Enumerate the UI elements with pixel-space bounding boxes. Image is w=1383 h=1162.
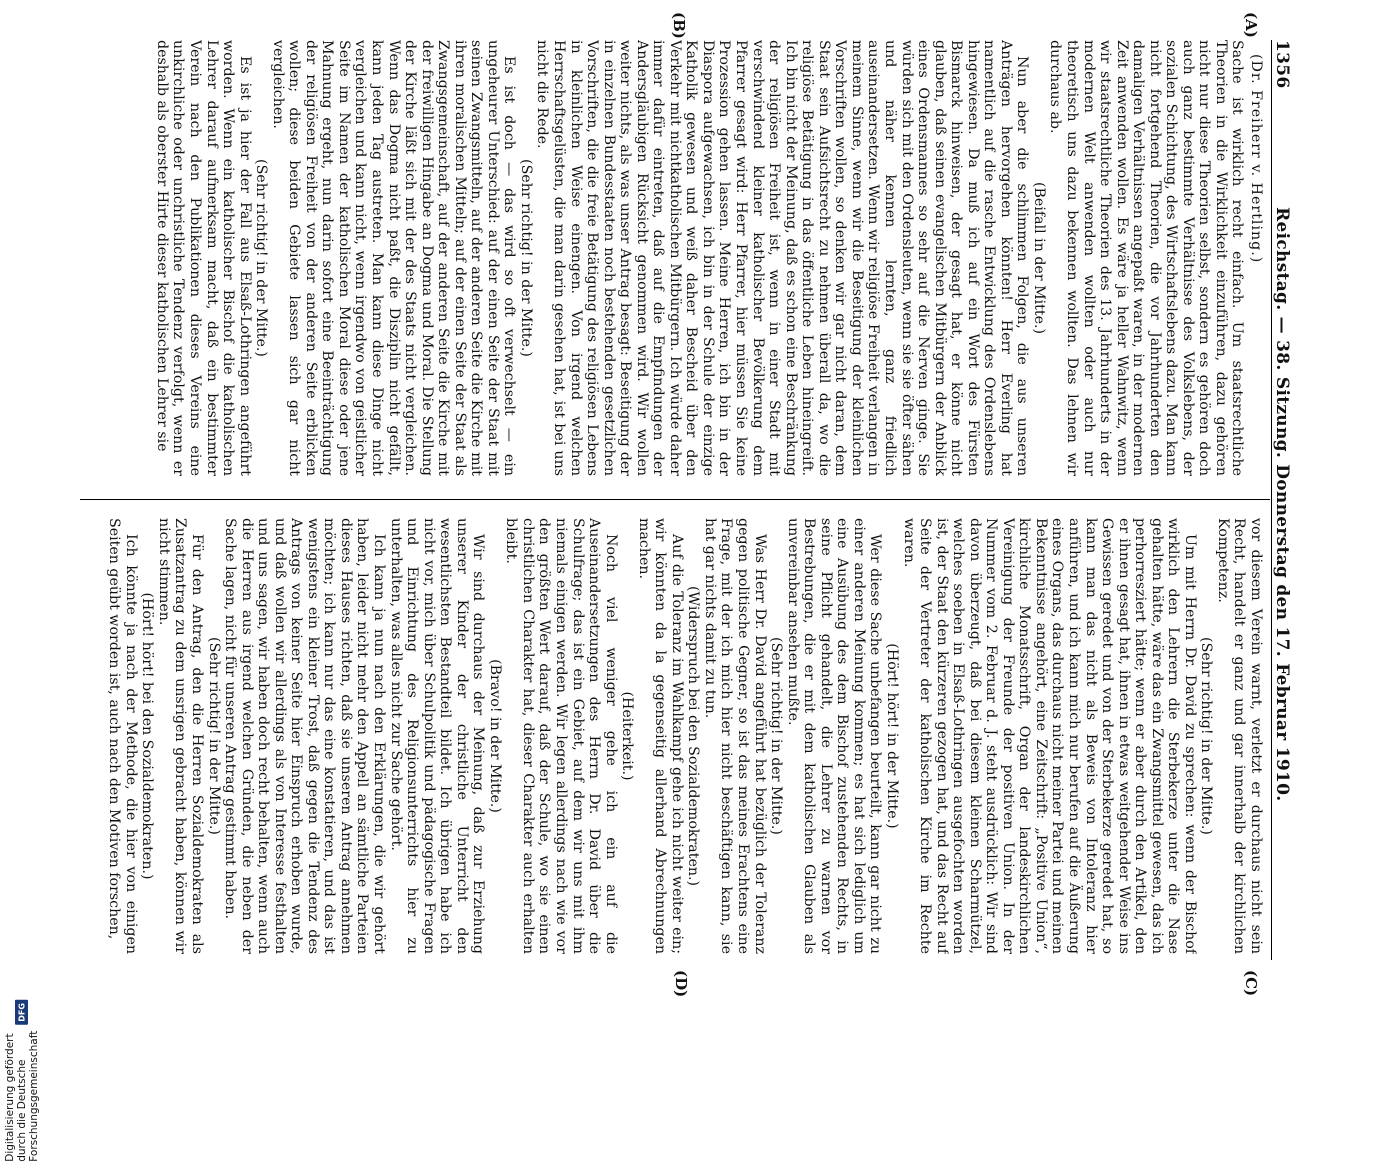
speaker-name: (Dr. Freiherr v. Hertling.): [1248, 54, 1264, 264]
paragraph: Nun aber die schlimmen Folgen, die aus unseren Anträgen hervorgehen könnten! Herr Everling hat namentlich auf die rasche Entwicklung des Ordenslebens hingewiesen. Da muß ich auf ein Wort des Fürsten Bismarck hinweisen, der gesagt hat, er könne nicht glauben, daß seinen evangelischen Mitbürgern der Anblick eines Ordensmannes so sehr auf die Nerven ginge. Sie würden sich mit den Ordensleuten, wenn sie sie öfter sähen und näher kennen lernten, ganz friedlich auseinandersetzen. Wenn wir religiöse Freiheit verlangen in meinem Sinne, wenn wir die Beseitigung der kleinlichen Vorschriften wollen, so denken wir gar nicht daran, dem Staat sein Aufsichtsrecht zu nehmen überall da, wo die religiöse Betätigung in das öffentliche Leben hineingreift. Ich bin nicht der Meinung, daß es schon eine Beschränkung der religiösen Freiheit ist, wenn in einer Stadt mit verschwindend kleiner katholischer Bevölkerung dem Pfarrer gesagt wird: Herr Pfarrer, hier müssen Sie keine Prozession gehen lassen. Meine Herren, ich bin in der Diaspora aufgewachsen, ich bin in der Schule der einzige Katholik gewesen und weiß daher Bescheid über den Verkehr mit nichtkatholischen Mitbürgern. Ich würde daher immer dafür eintreten, daß auf die Empfindungen der Andersgläubigen Rücksicht genommen wird. Wir wollen weiter nichts, als was unser Antrag besagt: Beseitigung der in einzelnen Bundesstaaten noch bestehenden gesetzlichen Vorschriften, die die freie Betätigung des religiösen Lebens in kleinlichen Weise einengen. Von irgend welchen Herrschaftsgelüsten, die man darin gesehen hat, ist bei uns nicht die Rede.: [534, 40, 1031, 476]
paragraph: Ich könnte ja nach der Methode, die hier von einigen Seiten geübt worden ist, auch nach den Motiven forschen,: [106, 518, 139, 954]
interjection: (Hört! hört! in der Mitte.): [883, 643, 900, 829]
interjection: (Heiterkeit.): [619, 691, 636, 781]
document-page: [75, 12, 1300, 998]
paragraph: Wir sind durchaus der Meinung, daß zur Erziehung unserer Kinder der christliche Unterricht den wesentlichsten Bestandteil bildet. Ich übrigen habe ich nicht vor, mich über Schulpolitik und pädagogische Fragen und Einrichtung des Religionsunterrichts hier zu unterhalten, was alles nicht zur Sache gehört.: [387, 518, 487, 954]
interjection: (Sehr richtig! in der Mitte.): [768, 637, 785, 835]
interjection: (Sehr richtig! in der Mitte.): [205, 637, 222, 835]
interjection: (Hört! hört! bei den Sozialdemokraten.): [139, 592, 156, 880]
paragraph: Auf die Toleranz im Wahlkampf gehe ich nicht weiter ein; wir könnten da la gegenseitig allerhand Abrechnungen machen.: [635, 518, 685, 954]
margin-marker-c: (C): [1242, 970, 1260, 997]
paragraph: Ich kann ja nun nach den Erklärungen, die wir gehört haben, leider nicht mehr den Appell an sämtliche Parteien dieses Hauses richten, daß sie unseren Antrag annehmen möchten; ich kann nur das eine konstatieren, und das ist wenigstens ein kleiner Trost, daß gegen die Tendenz des Antrags von keiner Seite hier Einspruch erhoben wurde, und daß wollen wir allerdings als von Interesse festhalten und uns sagen, wir haben doch recht behalten, wenn auch die Herren aus irgend welchen Gründen, die neben der Sache lagen, nicht für unseren Antrag gestimmt haben.: [222, 518, 388, 954]
right-column: [84, 518, 1264, 954]
page-header: [1271, 40, 1300, 960]
interjection: (Sehr richtig! in der Mitte.): [517, 159, 534, 357]
paragraph: Um mit Herrn Dr. David zu sprechen: wenn der Bischof wirklich den Lehrern die Sterbekerze unter die Nase gehalten hätte, wäre das ein Zwangsmittel gewesen, das ich perhorresziert hätte; wenn er aber durch den Artikel, den er ihnen gesagt hat, ihnen in etwas weitgehender Weise ins Gewissen geredet und von der Sterbekerze geredet hat, so kann man das nicht als Beweis von Intoleranz hier anführen, und ich kann mich nur berufen auf die Äußerung eines Organs, das durchaus nicht meiner Partei und meinen Bekenntnisse angehört, eine Zeitschrift: „Positive Union“, kirchliche Monatsschrift, Organ der landeskirchlichen Vereinigung der Freunde der positiven Union. In der Nummer vom 2. Februar d. J. steht ausdrücklich: Wir sind davon überzeugt, daß bei diesem kleinen Scharmützel, welches soeben in Elsaß-Lothringen ausgefochten worden ist, der Staat den kürzeren gezogen hat, und das Recht auf Seite der Vertreter der katholischen Kirche im Rechte waren.: [900, 518, 1198, 954]
paragraph: vor diesem Verein warnt, verletzt er durchaus nicht sein Recht, handelt er ganz und gar innerhalb der kirchlichen Kompetenz.: [1214, 518, 1264, 954]
margin-marker-b: (B): [670, 12, 688, 39]
page-number: 1356: [1272, 40, 1292, 89]
paragraph: Für den Antrag, den die Herren Sozialdemokraten als Zusatzantrag zu dem unsrigen gebracht haben, können wir nicht stimmen.: [155, 518, 205, 954]
paragraph: Was Herr Dr. David angeführt hat bezüglich der Toleranz gegen politische Gegner, so ist das meines Erachtens eine Frage, mit der ich mich hier nicht beschäftigen kann, sie hat gar nichts damit zu tun.: [701, 518, 768, 954]
interjection: (Widerspruch bei den Sozialdemokraten.): [685, 585, 702, 887]
paragraph: Sache ist wirklich recht einfach. Um staatsrechtliche Theorien in die Wirklichkeit einzuführen, dazu gehören nicht nur diese Theorien selbst, sondern es gehören doch auch ganz bestimmte Verhältnisse des Volkslebens, der sozialen Schichtung, des Wirtschaftslebens dazu. Man kann nicht fortgehend Theorien, die vor Jahrhunderten den damaligen Verhältnissen angepaßt waren, in der modernen Zeit anwenden wollen. Es wäre ja heller Wahnwitz, wenn wir staatsrechtliche Theorien des 13. Jahrhunderts in der modernen Welt anwenden wollten oder auch nur theoretisch uns dazu bekennen wollten. Das lehnen wir durchaus ab.: [1047, 40, 1246, 476]
column-divider: [80, 499, 1270, 500]
page-title: Reichstag. — 38. Sitzung. Donnerstag den 17. Februar 1910.: [1272, 207, 1292, 802]
paragraph: Wer diese Sache unbefangen beurteilt, kann gar nicht zu einer anderen Meinung kommen; es hat sich lediglich um eine Ausübung des dem Bischof zustehenden Rechts, in seine Pflicht gehandelt, die Lehrer zu warnen vor Bestrebungen, die er mit dem katholischen Glauben als unvereinbar ansehen mußte.: [784, 518, 884, 954]
paragraph: Noch viel weniger gehe ich ein auf die Auseinandersetzungen des Herrn Dr. David über die Schulfrage; das ist ein Gebiet, auf dem wir uns mit ihm niemals einigen werden. Wir legen allerdings nach wie vor den größten Wert darauf, daß der Schule, wo sie einen christlichen Charakter hat, dieser Charakter auch erhalten bleibt.: [503, 518, 619, 954]
credit-text: Digitalisierung gefördert durch die Deutsche Forschungsgemeinschaft: [4, 1030, 40, 1162]
margin-marker-a: (A): [1242, 12, 1260, 38]
paragraph: Es ist doch — das wird so oft verwechselt — ein ungeheurer Unterschied: auf der einen Seite der Staat mit seinen Zwangsmitteln, auf der anderen Seite die Kirche mit ihren moralischen Mitteln; auf der einen Seite der Staat als Zwangsgemeinschaft, auf der anderen Seite die Kirche mit der freiwilligen Hingabe an Dogma und Moral. Die Stellung der Kirche läßt sich mit der des Staats nicht vergleichen. Wenn das Dogma nicht paßt, die Disziplin nicht gefällt, kann jeden Tag austreten. Man kann diese Dinge nicht vergleichen und kann nicht, wenn irgendwo von geistlicher Seite im Namen der katholischen Moral diese oder jene Mahnung ergeht, nun darin sofort eine Beeinträchtigung der religiösen Freiheit von der anderen Seite erblicken wollen; diese beiden Gebiete lassen sich gar nicht vergleichen.: [269, 40, 518, 476]
interjection: (Sehr richtig! in der Mitte.): [1198, 637, 1215, 835]
digitization-credit: [4, 1000, 40, 1162]
paragraph: Es ist ja hier der Fall aus Elsaß-Lothringen angeführt worden. Wenn ein katholischer Bischof die katholischen Lehrer darauf aufmerksam macht, daß ein bestimmter Verein nach den Publikationen dieses Vereins eine unkirchliche oder unchristliche Tendenz verfolgt, wenn er deshalb als oberster Hirte dieser katholischen Lehrer sie: [153, 40, 253, 476]
dfg-logo: DFG: [16, 1000, 29, 1025]
margin-marker-d: (D): [672, 970, 690, 998]
interjection: (Bravo! in der Mitte.): [486, 659, 503, 813]
interjection: (Beifall in der Mitte.): [1030, 181, 1047, 335]
interjection: (Sehr richtig! in der Mitte.): [253, 159, 270, 357]
left-column: [84, 40, 1264, 476]
